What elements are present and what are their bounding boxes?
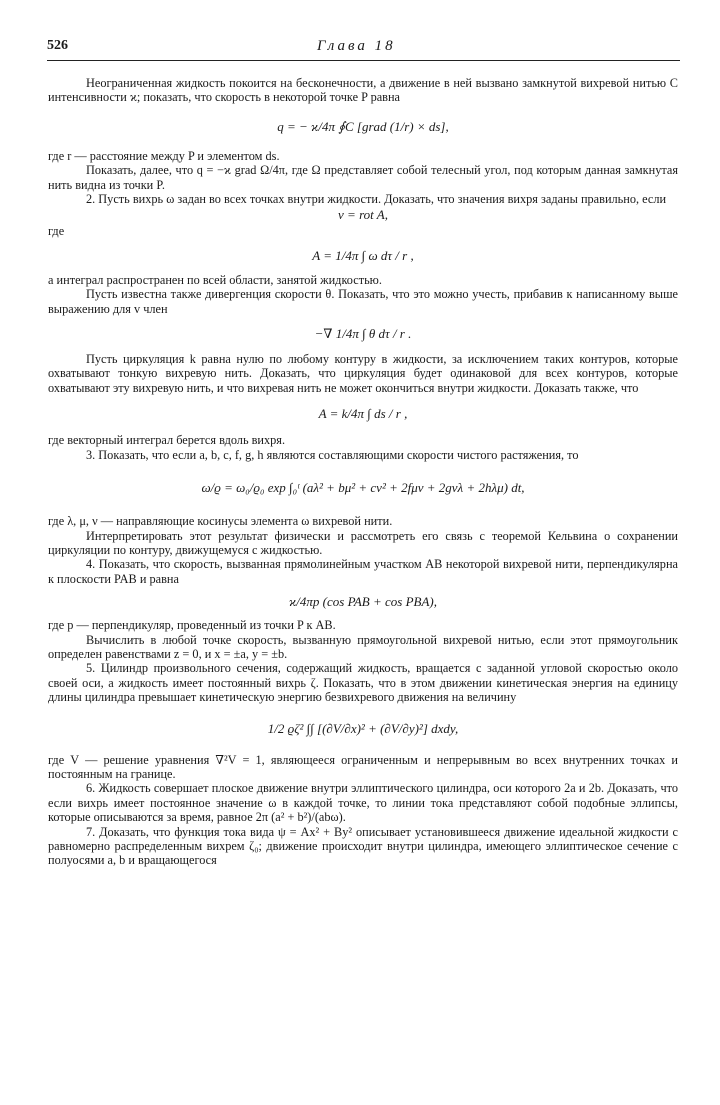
paragraph: где r — расстояние между P и элементом ds. xyxy=(48,148,280,163)
paragraph: 6. Жидкость совершает плоское движение внутри эллиптического цилиндра, оси которого 2a и 2b. Доказать, что если вихрь имеет постоянное значение ω в каждой точке, то линии тока представляют собой подобные эллипсы, которые описываются за время, равное 2π (a² + b²)/(abω). xyxy=(48,781,678,825)
formula: q = − ϰ/4π ∮C [grad (1/r) × ds], xyxy=(277,118,449,134)
paragraph: а интеграл распространен по всей области, занятой жидкостью. xyxy=(48,272,382,287)
chapter-title: Глава 18 xyxy=(317,38,396,54)
paragraph: Неограниченная жидкость покоится на бесконечности, а движение в ней вызвано замкнутой вихревой нитью C интенсивности ϰ; показать, что скорость в некоторой точке P равна xyxy=(48,76,678,105)
paragraph: где V — решение уравнения ∇²V = 1, являющееся ограниченным и непрерывным во всех внутренних точках и постоянным на границе. xyxy=(48,752,678,781)
paragraph: где p — перпендикуляр, проведенный из точки P к AB. xyxy=(48,618,336,633)
page-body xyxy=(48,76,678,868)
formula: A = 1/4π ∫ ω dτ / r , xyxy=(312,247,414,263)
running-header xyxy=(47,38,680,61)
paragraph: Пусть известна также дивергенция скорости θ. Показать, что это можно учесть, прибавив к написанному выше выражению для v член xyxy=(48,287,678,316)
paragraph: где векторный интеграл берется вдоль вихря. xyxy=(48,433,286,448)
formula: ω/ϱ = ω₀/ϱ₀ exp ∫₀ᵗ (aλ² + bμ² + cν² + 2fμν + 2gνλ + 2hλμ) dt, xyxy=(201,480,525,496)
paragraph: где λ, μ, ν — направляющие косинусы элемента ω вихревой нити. xyxy=(48,514,393,529)
paragraph: 7. Доказать, что функция тока вида ψ = Ax² + By² описывает установившееся движение идеальной жидкости с равномерно распределенным вихрем ζ₀; движение происходит внутри цилиндра, имеющего эллиптическое сечение с полуосями a, b и вращающегося xyxy=(48,824,678,868)
paragraph: 3. Показать, что если a, b, c, f, g, h являются составляющими скорости чистого растяжения, то xyxy=(86,447,579,462)
paragraph: Интерпретировать этот результат физически и рассмотреть его связь с теоремой Кельвина о сохранении циркуляции по контуру, движущемуся с жидкостью. xyxy=(48,528,678,557)
paragraph: Вычислить в любой точке скорость, вызванную прямоугольной вихревой нитью, если этот прямоугольник определен равенствами z = 0, и x = ±a, y = ±b. xyxy=(48,632,678,661)
paragraph: 5. Цилиндр произвольного сечения, содержащий жидкость, вращается с заданной угловой скоростью около своей оси, а жидкость имеет постоянный вихрь ζ. Показать, что в этом движении кинетическая энергия на единицу длины цилиндра превышает кинетическую энергию безвихревого движения на величину xyxy=(48,661,678,705)
formula: 1/2 ϱζ² ∫∫ [(∂V/∂x)² + (∂V/∂y)²] dxdy, xyxy=(267,720,459,736)
paragraph: 4. Показать, что скорость, вызванная прямолинейным участком AB некоторой вихревой нити, перпендикулярна к плоскости PAB и равна xyxy=(48,557,678,586)
paragraph: Показать, далее, что q = −ϰ grad Ω/4π, где Ω представляет собой телесный угол, под которым данная замкнутая нить видна из точки P. xyxy=(48,163,678,192)
page-number: 526 xyxy=(47,38,68,53)
paragraph: где xyxy=(48,224,65,239)
formula: ϰ/4πp (cos PAB + cos PBA), xyxy=(289,594,437,610)
paragraph: 2. Пусть вихрь ω задан во всех точках внутри жидкости. Доказать, что значения вихря заданы правильно, если xyxy=(86,192,667,207)
formula: A = k/4π ∫ ds / r , xyxy=(318,406,408,422)
formula: v = rot A, xyxy=(338,207,388,223)
formula: −∇ 1/4π ∫ θ dτ / r . xyxy=(314,326,412,342)
paragraph: Пусть циркуляция k равна нулю по любому контуру в жидкости, за исключением таких контуров, которые охватывают тонкую вихревую нить. Доказать, что циркуляция будет одинаковой для всех контуров, которые охватывают эту вихревую нить, и что вихревая нить не может окончиться внутри жидкости. Доказать также, что xyxy=(48,352,678,395)
